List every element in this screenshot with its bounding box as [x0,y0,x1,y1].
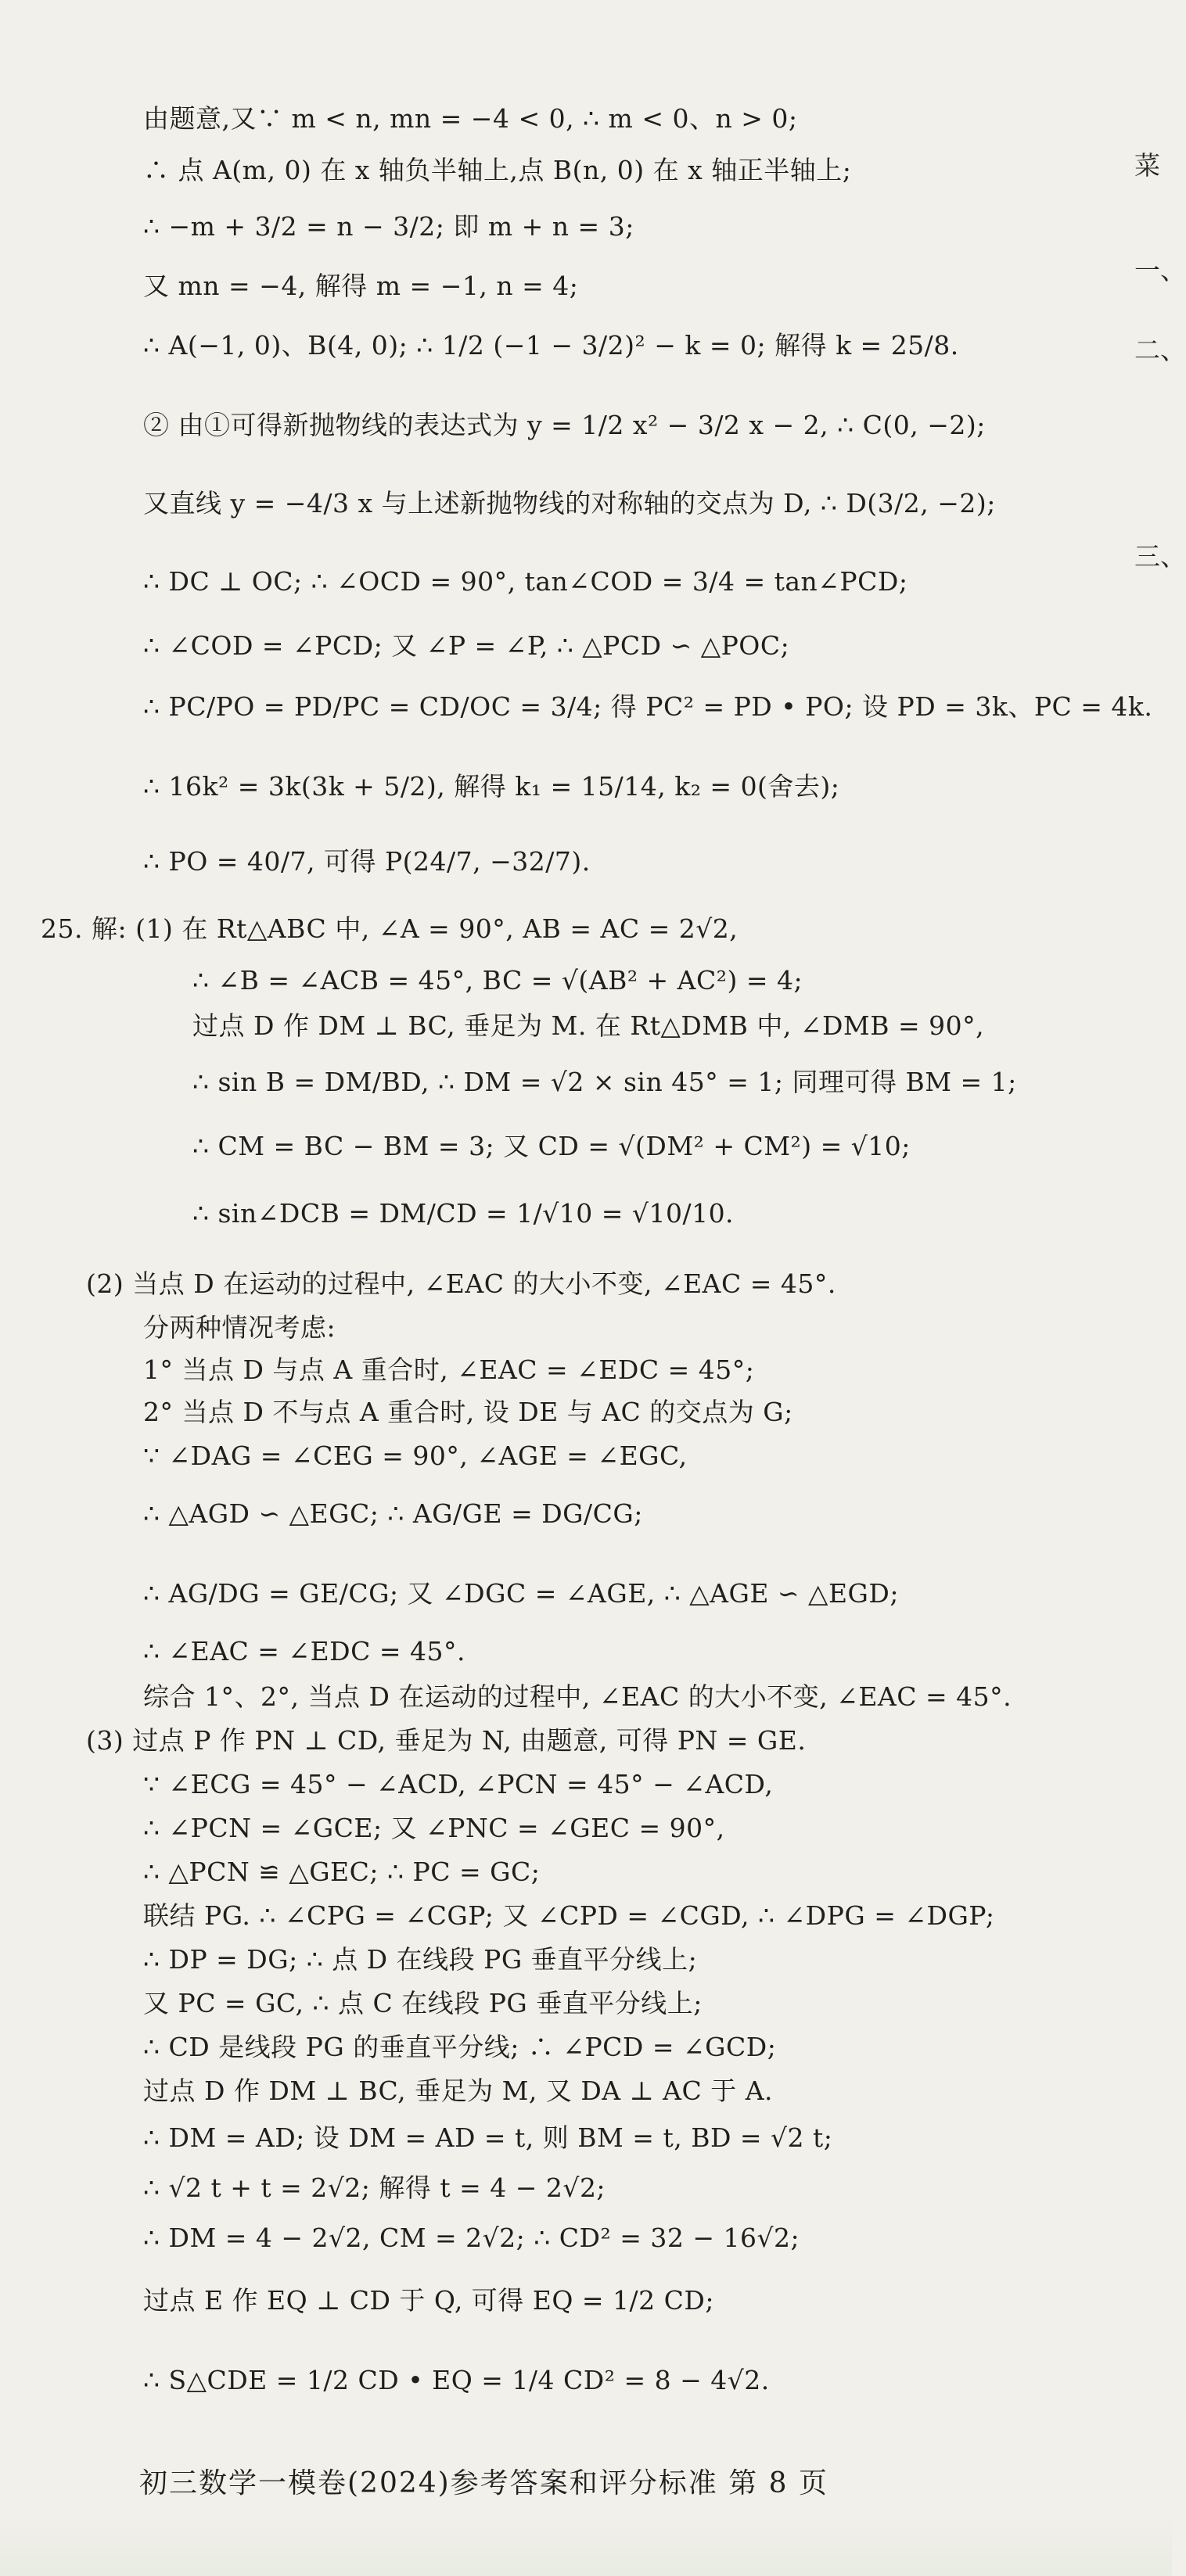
text-line: 又直线 y = −4/3 x 与上述新抛物线的对称轴的交点为 D, ∴ D(3/2, −2); [143,488,996,518]
text-line: ∴ S△CDE = 1/2 CD • EQ = 1/4 CD² = 8 − 4√2. [143,2365,770,2395]
text-line: ∴ CM = BC − BM = 3; 又 CD = √(DM² + CM²) = √10; [192,1131,911,1161]
question-heading: 25. 解: (1) 在 Rt△ABC 中, ∠A = 90°, AB = AC = 2√2, [41,913,739,944]
text-line: ∴ AG/DG = GE/CG; 又 ∠DGC = ∠AGE, ∴ △AGE ∽ △EGD; [143,1578,899,1609]
text-line: ∴ ∠EAC = ∠EDC = 45°. [143,1636,465,1667]
text-line: ∴ sin B = DM/BD, ∴ DM = √2 × sin 45° = 1; 同理可得 BM = 1; [192,1067,1017,1097]
text-line: ∴ DC ⊥ OC; ∴ ∠OCD = 90°, tan∠COD = 3/4 = tan∠PCD; [143,566,908,597]
text-line: 过点 E 作 EQ ⊥ CD 于 Q, 可得 EQ = 1/2 CD; [143,2285,714,2316]
text-line: ∵ ∠ECG = 45° − ∠ACD, ∠PCN = 45° − ∠ACD, [143,1769,774,1799]
adjacent-page-text: 菜 [1134,150,1160,181]
text-line: ∴ DP = DG; ∴ 点 D 在线段 PG 垂直平分线上; [143,1944,698,1975]
text-line: ∴ PO = 40/7, 可得 P(24/7, −32/7). [143,846,591,877]
part-heading: (2) 当点 D 在运动的过程中, ∠EAC 的大小不变, ∠EAC = 45°. [86,1268,836,1299]
text-line: ∴ A(−1, 0)、B(4, 0); ∴ 1/2 (−1 − 3/2)² − k = 0; 解得 k = 25/8. [143,330,959,361]
text-line: ∴ sin∠DCB = DM/CD = 1/√10 = √10/10. [192,1198,735,1229]
text-line: ∴ ∠COD = ∠PCD; 又 ∠P = ∠P, ∴ △PCD ∽ △POC; [143,630,790,661]
text-line: 又 PC = GC, ∴ 点 C 在线段 PG 垂直平分线上; [143,1988,703,2018]
text-line: 联结 PG. ∴ ∠CPG = ∠CGP; 又 ∠CPD = ∠CGD, ∴ ∠DPG = ∠DGP; [143,1900,995,1931]
text-line: 综合 1°、2°, 当点 D 在运动的过程中, ∠EAC 的大小不变, ∠EAC = 45°. [143,1681,1012,1712]
text-line: ∴ DM = AD; 设 DM = AD = t, 则 BM = t, BD = √2 t; [143,2122,833,2153]
text-line: 过点 D 作 DM ⊥ BC, 垂足为 M, 又 DA ⊥ AC 于 A. [143,2076,774,2106]
text-line: 2° 当点 D 不与点 A 重合时, 设 DE 与 AC 的交点为 G; [143,1397,793,1427]
text-line: ∴ √2 t + t = 2√2; 解得 t = 4 − 2√2; [143,2172,606,2203]
text-line: 又 mn = −4, 解得 m = −1, n = 4; [143,271,579,301]
adjacent-page-text: 二、 [1134,335,1186,365]
adjacent-page-text: 一、 [1134,255,1186,285]
text-line: ∴ △PCN ≌ △GEC; ∴ PC = GC; [143,1857,541,1887]
text-line: ∴ PC/PO = PD/PC = CD/OC = 3/4; 得 PC² = PD • PO; 设 PD = 3k、PC = 4k. [143,691,1153,722]
text-line: 1° 当点 D 与点 A 重合时, ∠EAC = ∠EDC = 45°; [143,1354,755,1385]
adjacent-page-text: 三、 [1134,541,1186,572]
text-line: ∴ 点 A(m, 0) 在 x 轴负半轴上,点 B(n, 0) 在 x 轴正半轴上; [143,155,852,185]
text-line: ∴ ∠PCN = ∠GCE; 又 ∠PNC = ∠GEC = 90°, [143,1813,725,1843]
text-line: 分两种情况考虑: [143,1312,336,1343]
text-line: ② 由①可得新抛物线的表达式为 y = 1/2 x² − 3/2 x − 2, ∴ C(0, −2); [143,410,986,440]
bottom-shadow [0,2518,1172,2576]
text-line: ∴ 16k² = 3k(3k + 5/2), 解得 k₁ = 15/14, k₂ = 0(舍去); [143,771,840,802]
text-line: ∴ CD 是线段 PG 的垂直平分线; ∴ ∠PCD = ∠GCD; [143,2032,777,2062]
text-line: ∴ −m + 3/2 = n − 3/2; 即 m + n = 3; [143,211,634,242]
text-line: 过点 D 作 DM ⊥ BC, 垂足为 M. 在 Rt△DMB 中, ∠DMB = 90°, [192,1010,985,1041]
text-line: 由题意,又∵ m < n, mn = −4 < 0, ∴ m < 0、n > 0; [143,103,798,134]
text-line: ∴ ∠B = ∠ACB = 45°, BC = √(AB² + AC²) = 4; [192,965,803,996]
part-heading: (3) 过点 P 作 PN ⊥ CD, 垂足为 N, 由题意, 可得 PN = GE. [86,1725,807,1756]
text-line: ∵ ∠DAG = ∠CEG = 90°, ∠AGE = ∠EGC, [143,1440,688,1471]
page-footer: 初三数学一模卷(2024)参考答案和评分标准 第 8 页 [139,2467,828,2499]
text-line: ∴ DM = 4 − 2√2, CM = 2√2; ∴ CD² = 32 − 16√2; [143,2223,800,2253]
text-line: ∴ △AGD ∽ △EGC; ∴ AG/GE = DG/CG; [143,1498,643,1529]
